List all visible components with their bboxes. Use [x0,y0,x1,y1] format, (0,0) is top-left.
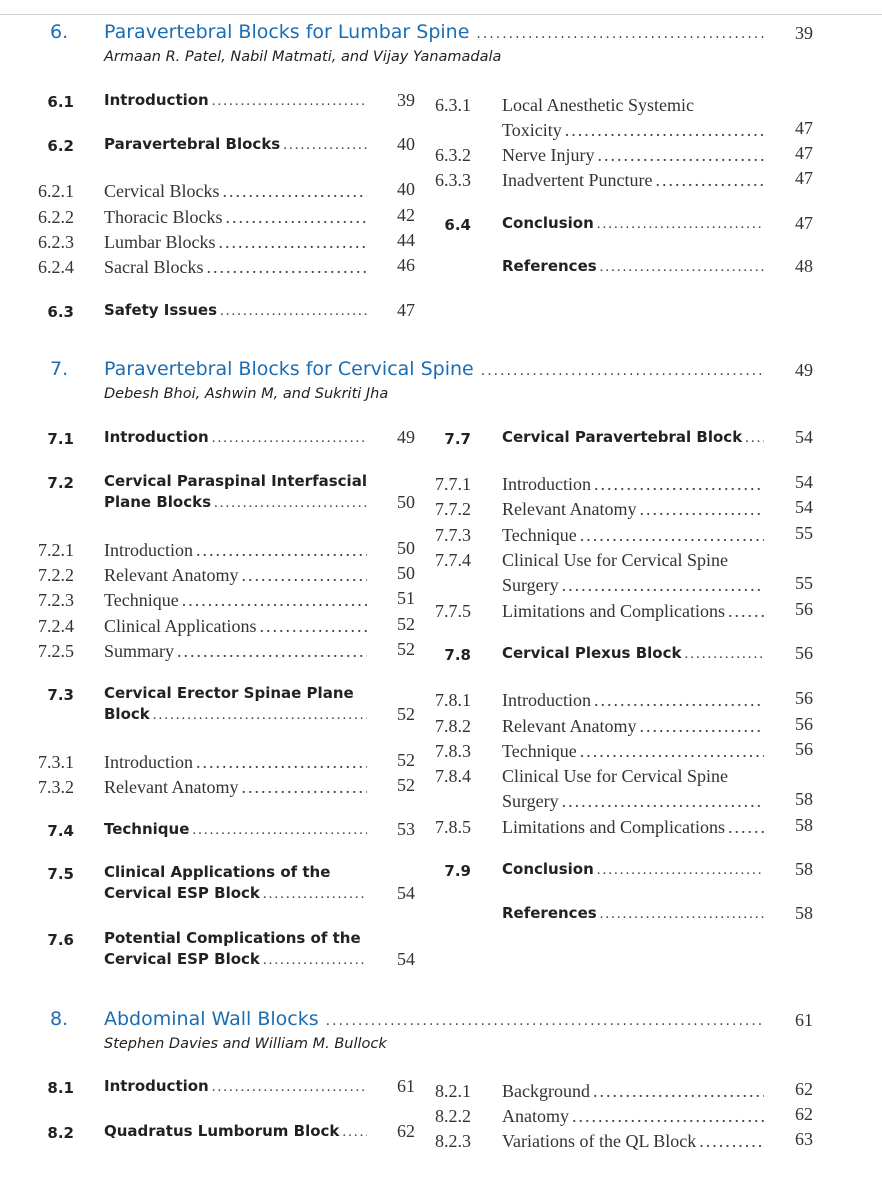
dot-leader [594,860,764,881]
dot-leader [217,301,367,322]
toc-entry-link[interactable] [502,599,764,624]
page-number: 56 [795,599,813,619]
toc-entry-link[interactable] [104,883,367,905]
page-number: 49 [397,427,415,447]
page-number: 46 [397,255,415,275]
page-number: 54 [397,949,415,969]
chapter-title-link[interactable] [104,20,764,46]
entry-title: Technique [104,820,190,838]
dot-leader [559,789,764,814]
entry-title: Introduction [502,474,591,494]
section-number: 6.4 [444,216,471,234]
entry-title: Limitations and Complications [502,601,725,621]
section-number: 7.9 [444,862,471,880]
page-number: 39 [397,90,415,110]
section-number: 6.2.1 [38,181,74,201]
section-number: 8.2.3 [435,1131,471,1151]
page-number: 52 [397,775,415,795]
dot-leader [742,428,764,449]
toc-entry-link[interactable] [502,497,764,522]
toc-entry-link[interactable] [502,573,764,598]
dot-leader [636,714,764,739]
entry-title: Paravertebral Blocks [104,135,281,153]
entry-title: Technique [502,525,577,545]
section-number: 7.8.4 [435,766,471,786]
section-number: 7.6 [47,931,74,949]
page-number: 50 [397,538,415,558]
dot-leader [209,91,367,112]
toc-entry-link[interactable] [104,1076,367,1098]
dot-leader [577,739,764,764]
section-number: 6.2.4 [38,257,74,277]
entry-title: Relevant Anatomy [502,716,637,736]
entry-title: Introduction [502,690,591,710]
entry-title: Introduction [104,428,209,446]
toc-entry-link[interactable] [502,143,764,168]
page-number: 40 [397,134,415,154]
toc-entry-link[interactable] [104,255,367,280]
entry-title: Cervical Blocks [104,181,220,201]
entry-title: Safety Issues [104,301,218,319]
page-number: 54 [795,472,813,492]
section-number: 7.7 [444,430,471,448]
page-number: 56 [795,714,813,734]
entry-title: Clinical Applications [104,616,257,636]
entry-title: Background [502,1081,590,1101]
toc-entry-link[interactable] [104,563,367,588]
entry-title-line: Clinical Use for Cervical Spine [502,550,728,570]
dot-leader [636,497,764,522]
entry-title: Summary [104,641,174,661]
dot-leader [594,143,764,168]
toc-entry-link[interactable] [104,819,367,841]
chapter-authors: Debesh Bhoi, Ashwin M, and Sukriti Jha [104,386,389,402]
entry-title: Relevant Anatomy [104,777,239,797]
section-number: 7.1 [47,430,74,448]
page-number: 58 [795,859,813,879]
page-number: 50 [397,492,415,512]
page-number: 42 [397,205,415,225]
section-number: 6.2 [47,137,74,155]
page-number: 51 [397,588,415,608]
dot-leader [591,472,764,497]
page-number: 40 [397,179,415,199]
section-number: 7.7.4 [435,550,471,570]
dot-leader [193,750,367,775]
section-number: 7.7.1 [435,474,471,494]
entry-title: Nerve Injury [502,145,595,165]
section-number: 7.7.2 [435,499,471,519]
entry-title: Thoracic Blocks [104,207,223,227]
page-number: 56 [795,688,813,708]
dot-leader [211,493,367,514]
page-number: 47 [795,168,813,188]
section-number: 7.2 [47,474,74,492]
entry-title: Relevant Anatomy [104,565,239,585]
chapter-title: Abdominal Wall Blocks [104,1008,319,1030]
toc-entry-link[interactable] [502,643,764,665]
toc-entry-link[interactable] [104,704,367,726]
entry-title: Technique [104,590,179,610]
dot-leader [725,599,764,624]
toc-entry-link[interactable] [502,859,764,881]
section-number: 8.2.2 [435,1106,471,1126]
entry-title: Sacral Blocks [104,257,204,277]
entry-title-line: Potential Complications of the [104,929,361,947]
toc-entry-link[interactable] [502,815,764,840]
entry-title-line: Clinical Applications of the [104,863,331,881]
page-number: 56 [795,643,813,663]
entry-title: Introduction [104,1077,209,1095]
dot-leader [238,563,367,588]
dot-leader [597,257,764,278]
page-number: 52 [397,639,415,659]
section-number: 6.3 [47,303,74,321]
dot-leader [256,614,367,639]
dot-leader [339,1122,367,1143]
section-number: 6.2.3 [38,232,74,252]
toc-entry-link[interactable] [502,789,764,814]
chapter-number: 7. [50,358,69,380]
dot-leader [260,950,367,971]
entry-title: Cervical Plexus Block [502,644,682,662]
dot-leader [569,1104,764,1129]
section-number: 7.7.3 [435,525,471,545]
toc-entry-link[interactable] [502,168,764,193]
chapter-title: Paravertebral Blocks for Lumbar Spine [104,21,470,43]
toc-entry-link[interactable] [104,205,367,230]
entry-title: Cervical Paravertebral Block [502,428,743,446]
section-number: 6.3.3 [435,170,471,190]
page-number: 47 [795,118,813,138]
section-number: 7.8.3 [435,741,471,761]
toc-entry-link[interactable] [502,688,764,713]
toc-entry-link[interactable] [502,256,764,278]
chapter-page-number: 61 [795,1010,813,1030]
page-number: 56 [795,739,813,759]
toc-entry-link[interactable] [502,739,764,764]
toc-entry-link[interactable] [502,427,764,449]
toc-entry-link[interactable] [104,230,367,255]
dot-leader [473,22,764,46]
toc-entry-link[interactable] [104,639,367,664]
dot-leader [209,428,367,449]
page-number: 58 [795,815,813,835]
section-number: 6.3.1 [435,95,471,115]
dot-leader [725,815,764,840]
entry-title-line: Clinical Use for Cervical Spine [502,766,728,786]
entry-title: Variations of the QL Block [502,1131,697,1151]
entry-title: Surgery [502,791,559,811]
toc-entry-link[interactable] [104,750,367,775]
dot-leader [652,168,764,193]
section-number: 7.7.5 [435,601,471,621]
entry-title: Quadratus Lumborum Block [104,1122,340,1140]
dot-leader [577,523,764,548]
dot-leader [215,230,367,255]
entry-title: Technique [502,741,577,761]
page-number: 47 [397,300,415,320]
dot-leader [323,1009,764,1033]
entry-title: Anatomy [502,1106,569,1126]
dot-leader [681,644,764,665]
dot-leader [150,705,367,726]
entry-title: Surgery [502,575,559,595]
page-number: 54 [397,883,415,903]
dot-leader [203,255,367,280]
toc-entry-link[interactable] [104,949,367,971]
section-number: 7.2.5 [38,641,74,661]
toc-entry-link[interactable] [502,903,764,925]
toc-entry-link[interactable] [104,134,367,156]
page-number: 58 [795,903,813,923]
entry-title: Introduction [104,540,193,560]
chapter-page-number: 39 [795,23,813,43]
entry-title: Cervical ESP Block [104,884,260,902]
dot-leader [209,1077,367,1098]
entry-title: Conclusion [502,860,594,878]
chapter-number: 8. [50,1008,69,1030]
section-number: 7.5 [47,865,74,883]
toc-entry-link[interactable] [502,472,764,497]
page-number: 52 [397,704,415,724]
page-number: 55 [795,523,813,543]
dot-leader [478,359,764,383]
entry-title: Plane Blocks [104,493,212,511]
section-number: 7.8.2 [435,716,471,736]
entry-title: Inadvertent Puncture [502,170,653,190]
entry-title-line: Cervical Paraspinal Interfascial [104,472,367,490]
page-number: 52 [397,750,415,770]
page-number: 62 [795,1079,813,1099]
chapter-title-link[interactable] [104,357,764,383]
toc-entry-link[interactable] [502,118,764,143]
page-number: 54 [795,497,813,517]
section-number: 7.2.3 [38,590,74,610]
top-rule [0,14,882,15]
section-number: 7.8.1 [435,690,471,710]
dot-leader [189,820,367,841]
section-number: 8.1 [47,1079,74,1097]
dot-leader [590,1079,764,1104]
section-number: 7.3 [47,686,74,704]
chapter-authors: Armaan R. Patel, Nabil Matmati, and Vijay Yanamadala [104,49,502,65]
section-number: 6.1 [47,93,74,111]
dot-leader [193,538,367,563]
entry-title: Lumbar Blocks [104,232,216,252]
page-number: 62 [795,1104,813,1124]
toc-entry-link[interactable] [502,1104,764,1129]
section-number: 7.2.2 [38,565,74,585]
dot-leader [179,588,367,613]
dot-leader [260,884,367,905]
section-number: 7.3.1 [38,752,74,772]
page-number: 63 [795,1129,813,1149]
toc-entry-link[interactable] [104,179,367,204]
entry-title: Introduction [104,91,209,109]
entry-title-line: Cervical Erector Spinae Plane [104,684,354,702]
toc-entry-link[interactable] [104,775,367,800]
page-number: 48 [795,256,813,276]
toc-entry-link[interactable] [104,492,367,514]
section-number: 7.2.4 [38,616,74,636]
entry-title: Introduction [104,752,193,772]
section-number: 7.2.1 [38,540,74,560]
dot-leader [174,639,367,664]
toc-entry-link[interactable] [502,714,764,739]
entry-title: References [502,904,597,922]
entry-title-line: Local Anesthetic Systemic [502,95,694,115]
page-number: 47 [795,213,813,233]
dot-leader [219,179,367,204]
toc-entry-link[interactable] [502,1129,764,1154]
dot-leader [562,118,764,143]
dot-leader [559,573,764,598]
entry-title: Toxicity [502,120,562,140]
page-number: 55 [795,573,813,593]
chapter-number: 6. [50,21,69,43]
toc-entry-link[interactable] [502,1079,764,1104]
section-number: 7.4 [47,822,74,840]
page-number: 47 [795,143,813,163]
section-number: 7.3.2 [38,777,74,797]
toc-entry-link[interactable] [502,213,764,235]
toc-entry-link[interactable] [104,588,367,613]
toc-entry-link[interactable] [104,1121,367,1143]
section-number: 6.2.2 [38,207,74,227]
page-number: 58 [795,789,813,809]
section-number: 8.2.1 [435,1081,471,1101]
page-number: 52 [397,614,415,634]
toc-entry-link[interactable] [104,90,367,112]
chapter-title-link[interactable] [104,1007,764,1033]
section-number: 6.3.2 [435,145,471,165]
page-number: 54 [795,427,813,447]
entry-title: Block [104,705,150,723]
toc-entry-link[interactable] [104,538,367,563]
section-number: 7.8 [444,646,471,664]
chapter-page-number: 49 [795,360,813,380]
page-number: 53 [397,819,415,839]
dot-leader [280,135,367,156]
dot-leader [594,214,764,235]
chapter-authors: Stephen Davies and William M. Bullock [104,1036,387,1052]
page-number: 44 [397,230,415,250]
toc-entry-link[interactable] [104,427,367,449]
entry-title: Conclusion [502,214,594,232]
entry-title: Cervical ESP Block [104,950,260,968]
toc-entry-link[interactable] [104,614,367,639]
entry-title: Relevant Anatomy [502,499,637,519]
toc-entry-link[interactable] [502,523,764,548]
dot-leader [696,1129,764,1154]
section-number: 7.8.5 [435,817,471,837]
page-number: 62 [397,1121,415,1141]
page-number: 61 [397,1076,415,1096]
dot-leader [222,205,367,230]
dot-leader [597,904,764,925]
entry-title: Limitations and Complications [502,817,725,837]
toc-entry-link[interactable] [104,300,367,322]
chapter-title: Paravertebral Blocks for Cervical Spine [104,358,474,380]
entry-title: References [502,257,597,275]
section-number: 8.2 [47,1124,74,1142]
dot-leader [591,688,764,713]
page-number: 50 [397,563,415,583]
dot-leader [238,775,367,800]
